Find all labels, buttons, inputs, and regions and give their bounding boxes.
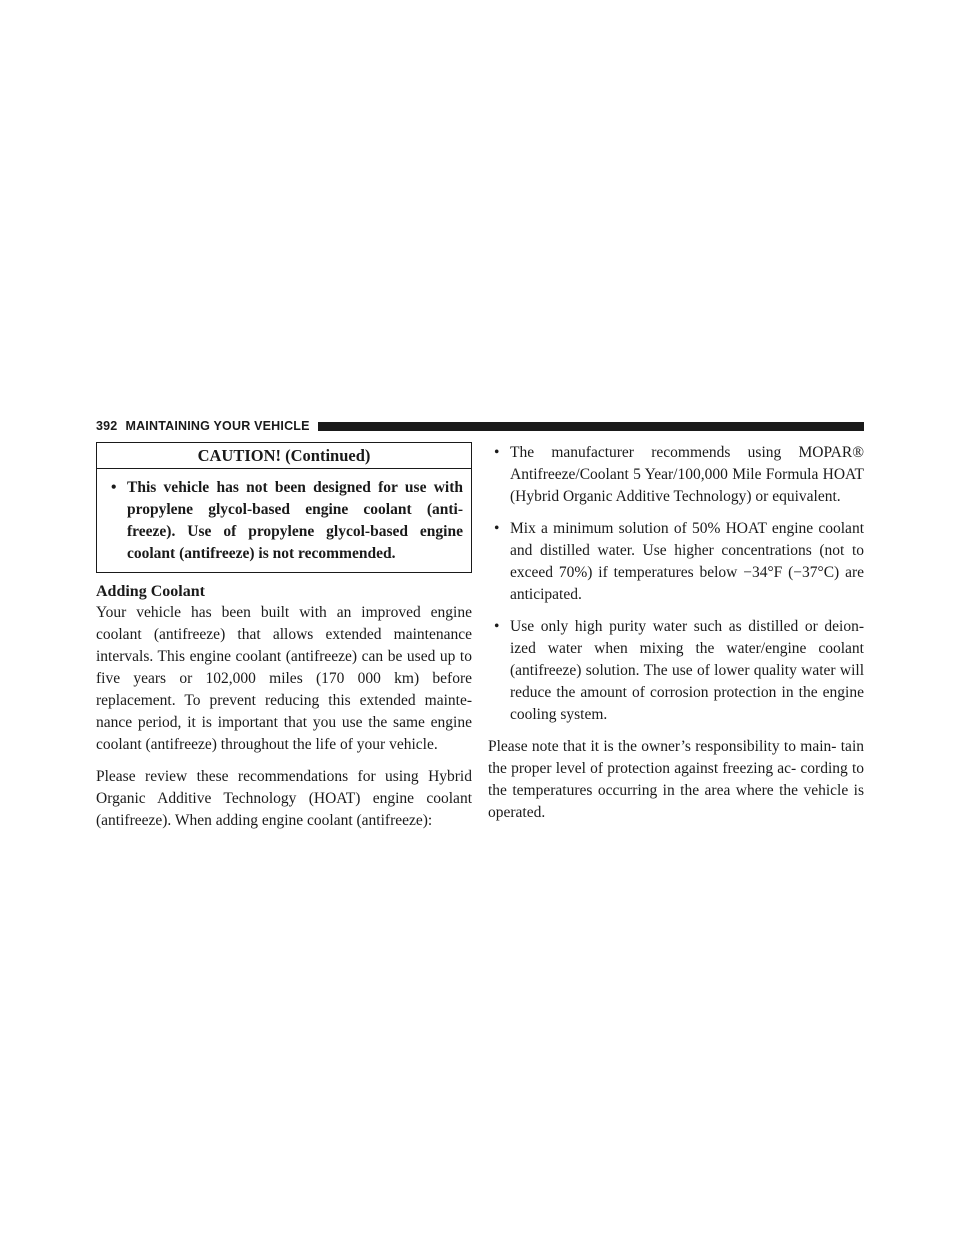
bullet-icon: • xyxy=(494,618,500,635)
recommendation-text: Mix a minimum solution of 50% HOAT engine coolant and distilled water. Use higher concentrations (not to exceed 70%) if temperatures below −34°F (−37°C) are anticipated. xyxy=(510,520,864,603)
caution-title: CAUTION! (Continued) xyxy=(97,443,471,469)
right-column xyxy=(488,442,864,834)
page-header xyxy=(96,418,864,434)
coolant-intro-paragraph: Your vehicle has been built with an improved engine coolant (antifreeze) that allows extended maintenance intervals. This engine coolant (antifreeze) can be used up to five years or 102,000 miles (170 000 km) before replacement. To prevent reducing this extended mainte- nance period, it is important that you use the same engine coolant (antifreeze) throughout the life of your vehicle. xyxy=(96,604,472,753)
section-title: MAINTAINING YOUR VEHICLE xyxy=(125,419,310,433)
recommendation-text: The manufacturer recommends using MOPAR® Antifreeze/Coolant 5 Year/100,000 Mile Formula HOAT (Hybrid Organic Additive Technology) or equivalent. xyxy=(510,444,864,505)
caution-body xyxy=(97,469,471,572)
recommendation-item xyxy=(488,616,864,726)
caution-list xyxy=(105,477,463,565)
hoat-paragraph: Please review these recommendations for using Hybrid Organic Additive Technology (HOAT) engine coolant (antifreeze). When adding engine coolant (antifreeze): xyxy=(96,768,472,829)
recommendation-text: Use only high purity water such as distilled or deion- ized water when mixing the water/engine coolant (antifreeze) solution. The use of lower quality water will reduce the amount of corrosion protection in the engine cooling system. xyxy=(510,618,864,723)
left-column xyxy=(96,442,472,842)
adding-coolant-heading: Adding Coolant xyxy=(96,583,205,600)
recommendation-item xyxy=(488,442,864,508)
bullet-icon: • xyxy=(111,479,117,496)
closing-paragraph: Please note that it is the owner’s responsibility to main- tain the proper level of protection against freezing ac- cording to the temperatures occurring in the area where the vehicle is operated. xyxy=(488,738,864,821)
header-rule xyxy=(318,422,864,431)
recommendation-item xyxy=(488,518,864,606)
caution-box xyxy=(96,442,472,573)
recommendation-list xyxy=(488,442,864,726)
bullet-icon: • xyxy=(494,520,500,537)
page-number: 392 xyxy=(96,419,118,433)
caution-item-text: This vehicle has not been designed for use with propylene glycol-based engine coolant (anti- freeze). Use of propylene glycol-based engine coolant (antifreeze) is not recommended. xyxy=(127,479,463,562)
caution-item xyxy=(105,477,463,565)
bullet-icon: • xyxy=(494,444,500,461)
